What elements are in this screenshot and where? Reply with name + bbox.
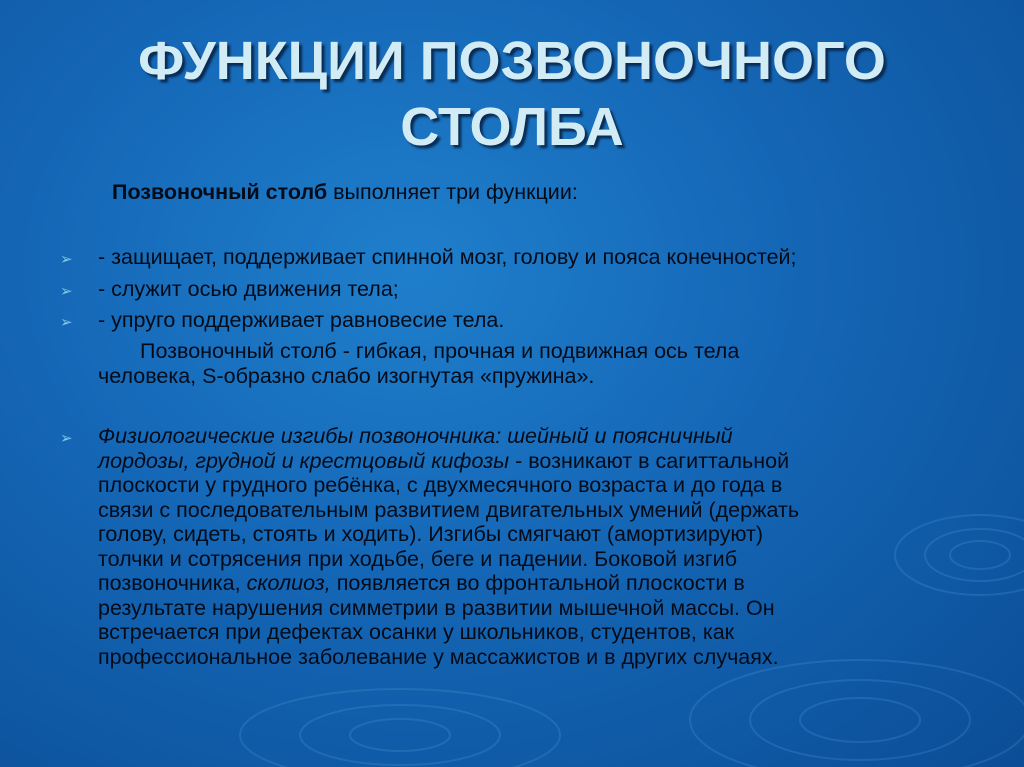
intro-bold-term: Позвоночный столб bbox=[112, 180, 328, 204]
title-line-1: ФУНКЦИИ ПОЗВОНОЧНОГО bbox=[138, 31, 886, 91]
para-line-10: профессиональное заболевание у массажистов и в других случаях. bbox=[98, 644, 779, 669]
para-line-6: толчки и сотрясения при ходьбе, беге и падении. Боковой изгиб bbox=[98, 546, 738, 571]
bullet-arrow-icon: ➢ bbox=[60, 314, 73, 331]
bullet-arrow-icon: ➢ bbox=[60, 251, 73, 268]
para-line-4: связи с последовательным развитием двигательных умений (держать bbox=[98, 497, 800, 522]
para-line-7-start: позвоночника, bbox=[98, 571, 247, 595]
title-line-2: СТОЛБА bbox=[400, 97, 624, 157]
intro-rest: выполняет три функции: bbox=[327, 180, 578, 204]
para-line-2-rest: - возникают в сагиттальной bbox=[509, 448, 790, 473]
spine-description bbox=[98, 339, 739, 388]
slide-title bbox=[0, 28, 1024, 160]
bullet-item-1: - защищает, поддерживает спинной мозг, голову и пояса конечностей; bbox=[98, 245, 797, 269]
description-line-1: Позвоночный столб - гибкая, прочная и подвижная ось тела bbox=[140, 339, 740, 363]
para-line-9: встречается при дефектах осанки у школьников, студентов, как bbox=[98, 620, 735, 644]
bullet-arrow-icon: ➢ bbox=[60, 430, 73, 447]
para-line-8: результате нарушения симметрии в развитии мышечной массы. Он bbox=[98, 595, 775, 620]
bullet-item-2: - служит осью движения тела; bbox=[98, 277, 399, 301]
para-italic-line-2: лордозы, грудной и крестцовый кифозы bbox=[98, 448, 510, 473]
intro-sentence bbox=[112, 180, 578, 205]
para-italic-line-1: Физиологические изгибы позвоночника: шейный и поясничный bbox=[98, 424, 733, 448]
para-line-3: плоскости у грудного ребёнка, с двухмесячного возраста и до года в bbox=[98, 473, 783, 497]
description-line-2: человека, S-образно слабо изогнутая «пружина». bbox=[98, 363, 595, 388]
bullet-item-3: - упруго поддерживает равновесие тела. bbox=[98, 308, 505, 332]
physiological-curves-paragraph bbox=[98, 424, 948, 669]
scoliosis-term: сколиоз, bbox=[246, 571, 331, 595]
para-line-7-end: появляется во фронтальной плоскости в bbox=[330, 571, 745, 595]
para-line-5: голову, сидеть, стоять и ходить). Изгибы смягчают (амортизируют) bbox=[98, 522, 764, 546]
bullet-arrow-icon: ➢ bbox=[60, 283, 73, 300]
